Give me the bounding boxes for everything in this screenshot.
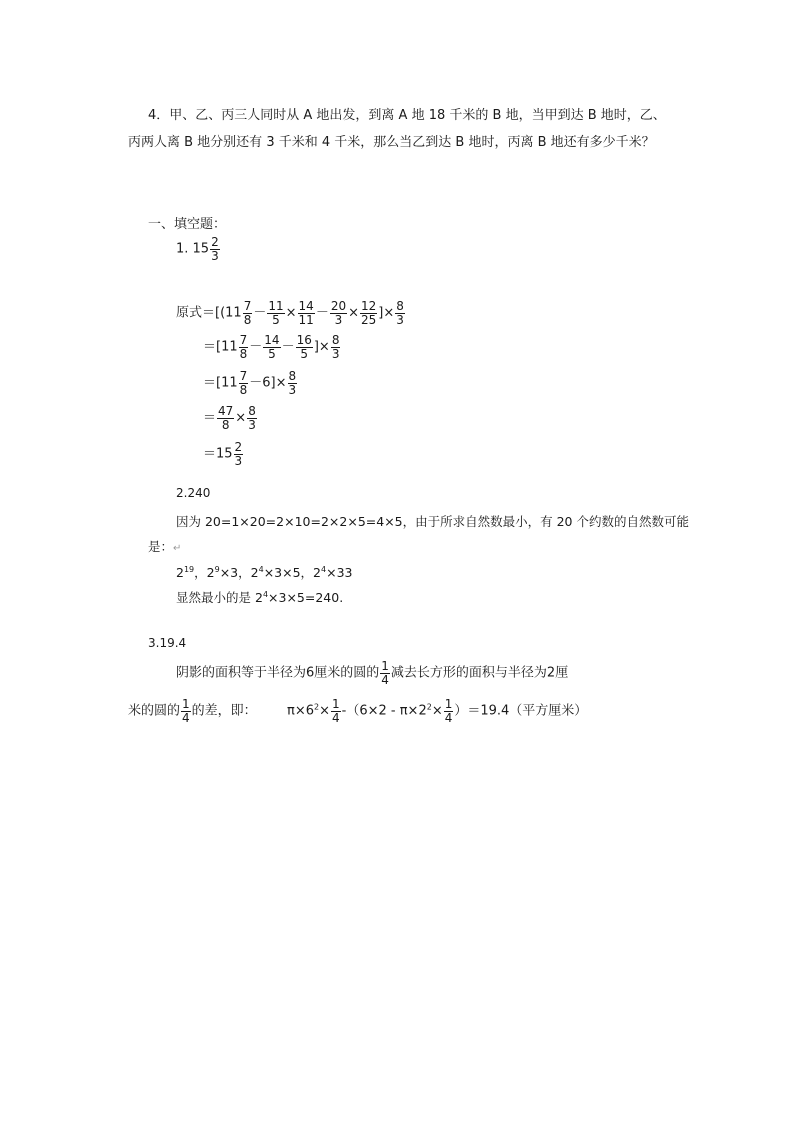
fraction: $\frac{11}{5}$	[268, 299, 284, 327]
fraction: $\frac{14}{11}$	[298, 299, 314, 327]
answer-2-line-1: 因为 20=1×20=2×10=2×2×5=4×5，由于所求自然数最小，有 20 个约数的自然数可能	[176, 514, 689, 529]
fraction: $\frac{7}{8}$	[239, 369, 248, 397]
fraction: $\frac{1}{4}$	[182, 697, 190, 725]
problem-4-line-1: 4．甲、乙、丙三人同时从 A 地出发，到离 A 地 18 千米的 B 地，当甲到达 B 地时，乙、	[148, 108, 666, 123]
equation-line-4: ＝ $\frac{47}{8}$ × $\frac{8}{3}$	[203, 404, 256, 432]
answer-3-line-1: 阴影的面积等于半径为6厘米的圆的 $\frac{1}{4}$ 减去长方形的面积与半径为2厘	[176, 659, 569, 687]
equation-line-1: 原式＝[(11 $\frac{7}{8}$ － $\frac{11}{5}$ × $\frac{14}{11}$ － $\frac{20}{3}$ × $\frac{12}{25}$ ]× $\frac{8}{3}$	[176, 299, 404, 327]
fraction: $\frac{16}{5}$	[296, 333, 312, 361]
section-header: 一、填空题：	[148, 217, 227, 232]
answer-3-header: 3.19.4	[148, 636, 187, 650]
return-mark: ↵	[173, 543, 182, 554]
equation-line-5: ＝15 $\frac{2}{3}$	[203, 440, 243, 468]
equation-line-3: ＝[11 $\frac{7}{8}$ －6]× $\frac{8}{3}$	[203, 369, 297, 397]
equation-line-2: ＝[11 $\frac{7}{8}$ － $\frac{14}{5}$ － $\frac{16}{5}$ ]× $\frac{8}{3}$	[203, 333, 340, 361]
problem-4-line-2: 丙两人离 B 地分别还有 3 千米和 4 千米，那么当乙到达 B 地时，丙离 B 地还有多少千米？	[128, 135, 655, 150]
fraction: $\frac{12}{25}$	[361, 299, 377, 327]
answer-2-candidates: $2^{19}$，$2^9\times 3$，$2^4\times 3\times 5$，$2^4\times 33$	[176, 565, 353, 580]
answer-1-header	[176, 236, 221, 262]
fraction: $\frac{1}{4}$	[381, 659, 389, 687]
answer-2-line-2: 是：↵	[148, 539, 182, 554]
fraction: $\frac{47}{8}$	[218, 404, 234, 432]
fraction: $\frac{8}{3}$	[396, 299, 404, 327]
fraction: $\frac{1}{4}$	[444, 697, 453, 725]
fraction: $\frac{20}{3}$	[330, 299, 347, 327]
fraction: $\frac{1}{4}$	[332, 697, 340, 725]
fraction: $\frac{2}{3}$	[211, 235, 219, 263]
fraction: $\frac{8}{3}$	[288, 369, 297, 397]
fraction: $\frac{7}{8}$	[243, 299, 252, 327]
answer-3-line-2: 米的圆的 $\frac{1}{4}$ 的差，即：	[128, 697, 257, 725]
answer-3-formula: $\pi\times 6^2\times$ $\frac{1}{4}$ $-(6\times 2 - \pi\times 2^2\times$ $\frac{1}{4}$ ）＝19.4（平方厘米）	[287, 697, 588, 725]
fraction: $\frac{14}{5}$	[264, 333, 280, 361]
fraction: $\frac{8}{3}$	[331, 333, 340, 361]
fraction: $\frac{8}{3}$	[248, 404, 256, 432]
answer-2-header: 2.240	[176, 486, 211, 500]
answer-2-conclusion: 显然最小的是 $2^4\times 3\times 5=240$.	[176, 590, 344, 605]
fraction: $\frac{7}{8}$	[239, 333, 248, 361]
fraction: $\frac{2}{3}$	[234, 440, 243, 468]
answer-1-prefix: 1. 15	[176, 241, 210, 257]
